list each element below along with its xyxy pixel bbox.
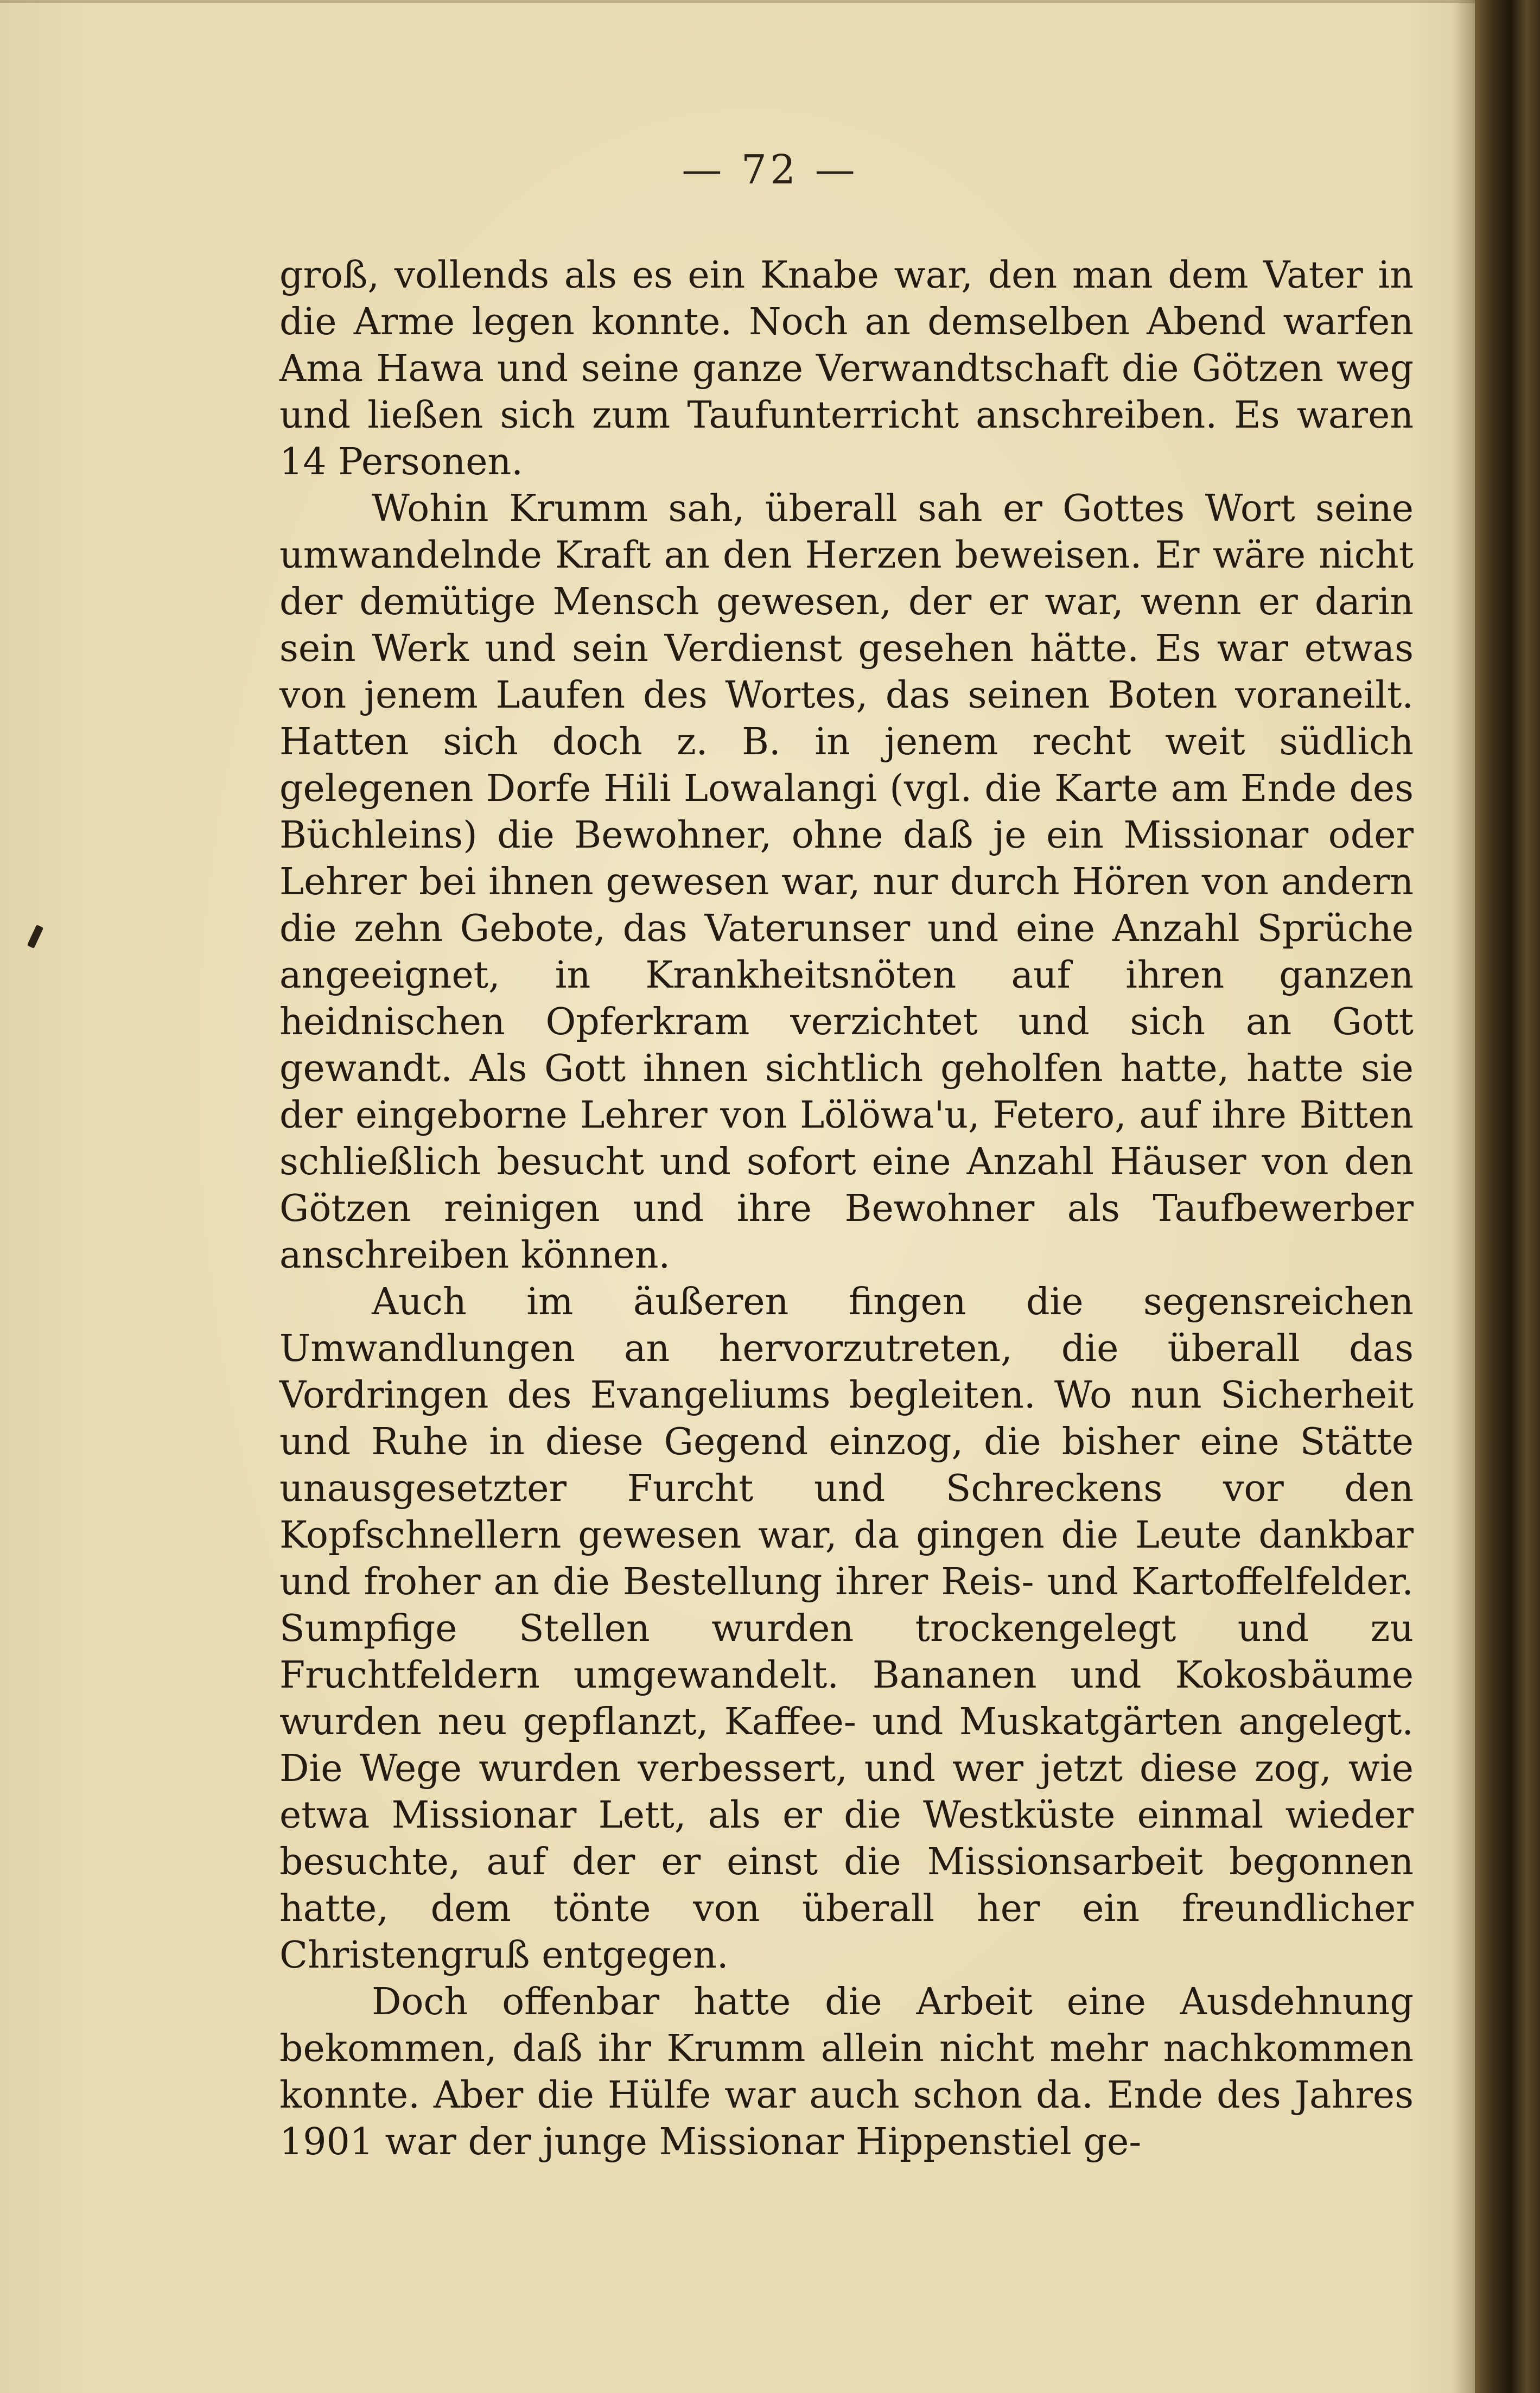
body-text (279, 252, 1414, 2166)
paragraph-3: Auch im äußeren fingen die segensreichen Umwandlungen an hervorzutreten, die überall das Vordringen des Evangeliums begleiten. Wo nun Sicherheit und Ruhe in diese Gegend einzog, die bisher eine Stätte unausgesetzter Furcht und Schreckens vor den Kopfschnellern gewesen war, da gingen die Leute dankbar und froher an die Bestellung ihrer Reis- und Kartoffelfelder. Sumpfige Stellen wurden trockengelegt und zu Fruchtfeldern umgewandelt. Bananen und Kokosbäume wurden neu gepflanzt, Kaffee- und Muskatgärten angelegt. Die Wege wurden verbessert, und wer jetzt diese zog, wie etwa Missionar Lett, als er die Westküste einmal wieder besuchte, auf der er einst die Missionsarbeit begonnen hatte, dem tönte von überall her ein freundlicher Christengruß entgegen. (279, 1281, 1414, 1977)
paragraph-2: Wohin Krumm sah, überall sah er Gottes Wort seine umwandelnde Kraft an den Herzen beweisen. Er wäre nicht der demütige Mensch gewesen, der er war, wenn er darin sein Werk und sein Verdienst gesehen hätte. Es war etwas von jenem Laufen des Wortes, das seinen Boten voraneilt. Hatten sich doch z. B. in jenem recht weit südlich gelegenen Dorfe Hili Lowalangi (vgl. die Karte am Ende des Büchleins) die Bewohner, ohne daß je ein Missionar oder Lehrer bei ihnen gewesen war, nur durch Hören von andern die zehn Gebote, das Vaterunser und eine Anzahl Sprüche angeeignet, in Krankheitsnöten auf ihren ganzen heidnischen Opferkram verzichtet und sich an Gott gewandt. Als Gott ihnen sichtlich geholfen hatte, hatte sie der eingeborne Lehrer von Lölöwa'u, Fetero, auf ihre Bitten schließlich besucht und sofort eine Anzahl Häuser von den Götzen reinigen und ihre Bewohner als Taufbewerber anschreiben können. (279, 487, 1414, 1277)
paragraph-1: groß, vollends als es ein Knabe war, den man dem Vater in die Arme legen konnte. Noch an demselben Abend warfen Ama Hawa und seine ganze Verwandtschaft die Götzen weg und ließen sich zum Taufunterricht anschreiben. Es waren 14 Personen. (279, 254, 1414, 483)
page-top-edge (0, 0, 1498, 3)
book-binding-edge (1475, 0, 1540, 2393)
pencil-margin-mark (27, 925, 43, 949)
page-number: — 72 — (682, 147, 858, 193)
paragraph-4: Doch offenbar hatte die Arbeit eine Ausdehnung bekommen, daß ihr Krumm allein nicht mehr nachkommen konnte. Aber die Hülfe war auch schon da. Ende des Jahres 1901 war der junge Missionar Hippenstiel ge- (279, 1981, 1414, 2163)
